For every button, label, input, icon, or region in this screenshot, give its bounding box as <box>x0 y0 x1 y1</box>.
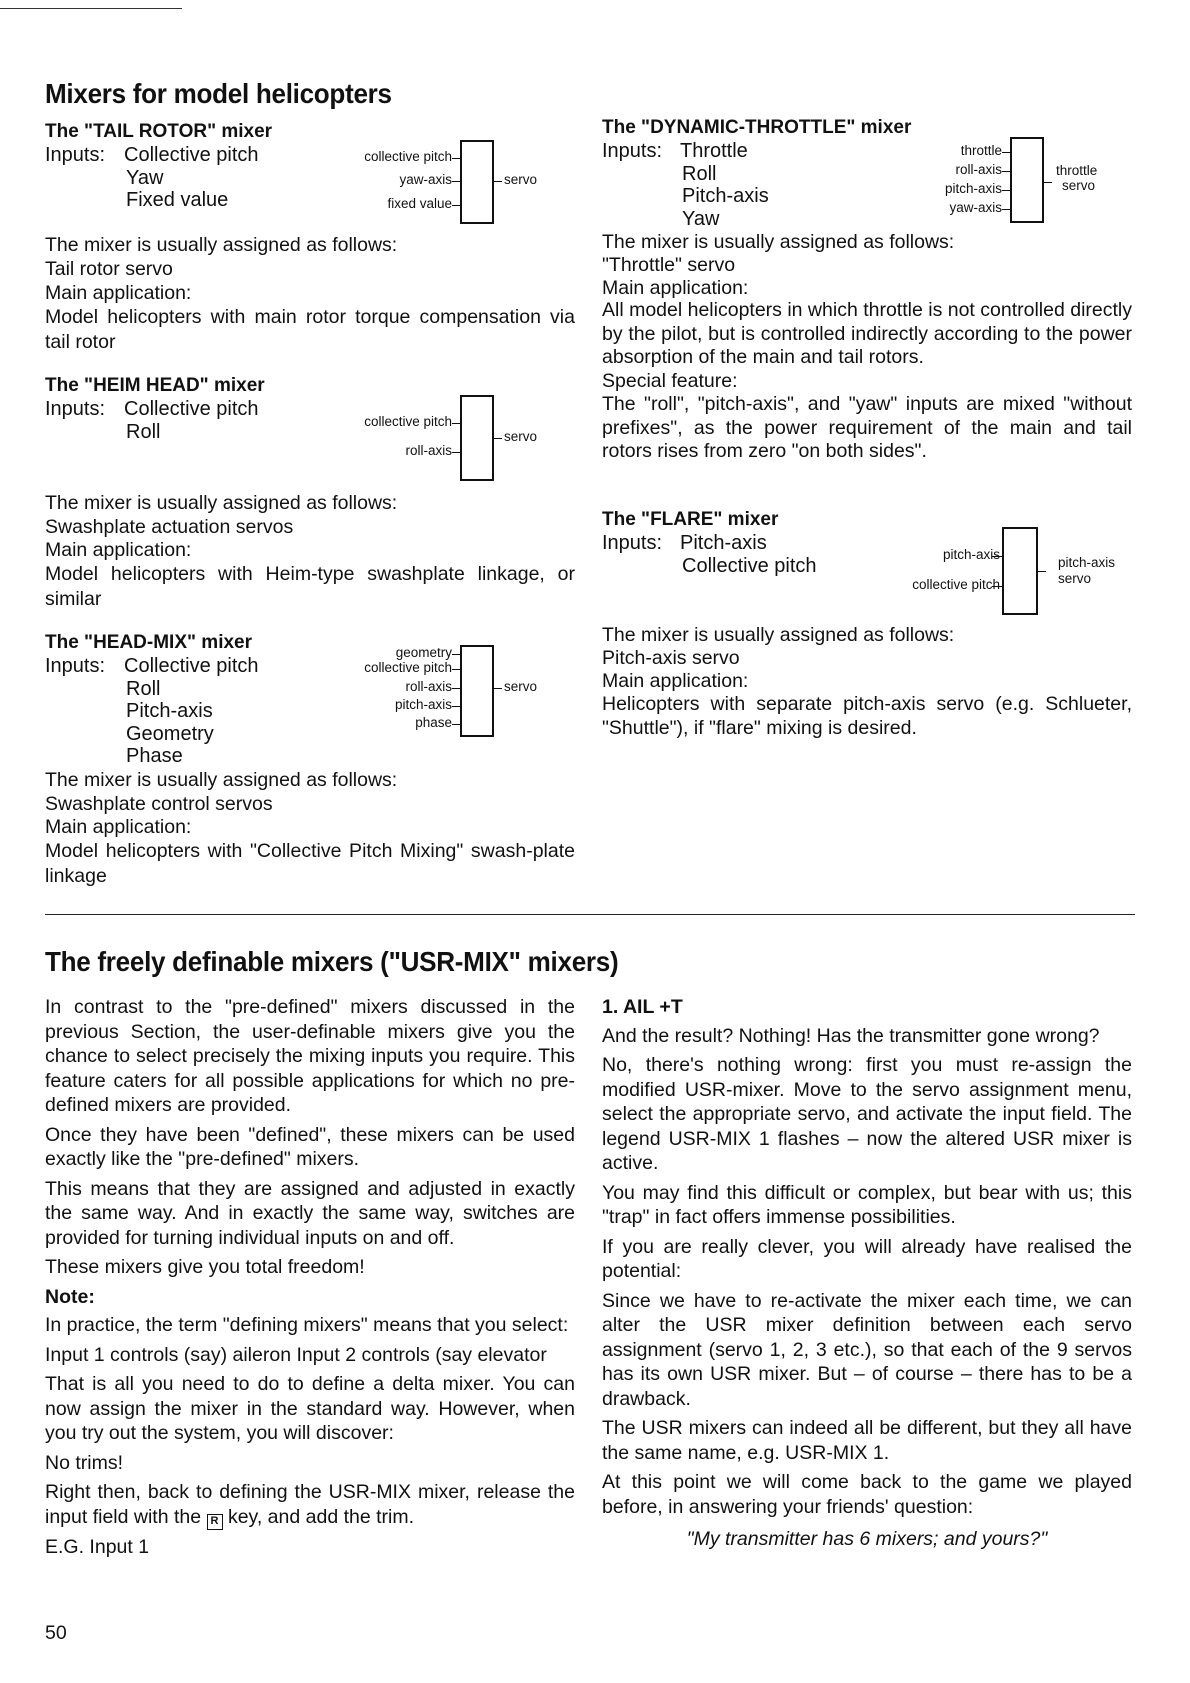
diagram-input-label: throttle <box>960 143 1002 158</box>
dynamic-throttle-title: The "DYNAMIC-THROTTLE" mixer <box>602 117 912 138</box>
input-item: Pitch-axis <box>682 185 769 207</box>
dynamic-throttle-inputs <box>680 140 769 230</box>
quote: "My transmitter has 6 mixers; and yours?" <box>686 1528 1048 1550</box>
paragraph-text: Right then, back to defining the USR-MIX mixer, release the input field with the <box>45 1481 575 1528</box>
diagram-output-label: pitch-axis <box>1058 555 1116 570</box>
note-label: Note: <box>45 1285 95 1308</box>
input-item: Collective pitch <box>682 554 817 577</box>
diagram-input-label: collective pitch <box>364 149 452 164</box>
tail-rotor-inputs <box>124 144 259 212</box>
dynamic-throttle-diagram <box>860 137 1160 227</box>
paragraph: You may find this difficult or complex, but bear with us; this "trap" in fact offers immense possibilities. <box>602 1181 1132 1228</box>
top-rule <box>0 8 182 9</box>
paragraph: If you are really clever, you will already have realised the potential: <box>602 1235 1132 1282</box>
paragraph: Once they have been "defined", these mixers can be used exactly like the "pre-defined" mixers. <box>45 1123 575 1170</box>
input-tick <box>1002 190 1010 191</box>
input-tick <box>1002 152 1010 153</box>
input-tick <box>452 706 460 707</box>
input-item: Collective pitch <box>124 655 259 677</box>
input-item: Roll <box>126 420 161 443</box>
input-item: Yaw <box>126 166 164 189</box>
input-item: Throttle <box>680 140 748 162</box>
output-tick <box>494 688 502 689</box>
mixer-box <box>460 645 494 737</box>
flare-title: The "FLARE" mixer <box>602 509 779 530</box>
paragraph: The USR mixers can indeed all be different, but they all have the same name, e.g. USR-MIX 1. <box>602 1417 1132 1464</box>
paragraph: And the result? Nothing! Has the transmitter gone wrong? <box>602 1024 1100 1047</box>
diagram-output-label: throttle <box>1056 163 1098 178</box>
paragraph-with-key <box>45 1480 575 1530</box>
diagram-input-label: yaw-axis <box>399 172 452 187</box>
diagram-input-label: roll-axis <box>955 162 1002 177</box>
input-tick <box>452 669 460 670</box>
flare-main-app-label: Main application: <box>602 670 749 692</box>
paragraph-text: key, and add the trim. <box>227 1505 415 1528</box>
tail-rotor-assigned-intro: The mixer is usually assigned as follows: <box>45 234 398 256</box>
section-heading: The freely definable mixers ("USR-MIX" mixers) <box>45 946 619 977</box>
dynamic-throttle-main-app-label: Main application: <box>602 277 749 299</box>
input-tick <box>452 452 460 453</box>
mixer-box <box>460 140 494 224</box>
paragraph: These mixers give you total freedom! <box>45 1256 365 1278</box>
input-item: Yaw <box>682 207 720 230</box>
flare-diagram <box>860 527 1160 617</box>
input-tick <box>992 556 1002 557</box>
diagram-input-label: yaw-axis <box>949 200 1002 215</box>
input-item: Roll <box>126 677 161 700</box>
diagram-input-label: collective pitch <box>364 414 452 429</box>
tail-rotor-diagram <box>300 140 570 225</box>
dynamic-throttle-assigned-intro: The mixer is usually assigned as follows: <box>602 231 955 253</box>
input-tick <box>452 158 460 159</box>
paragraph: No trims! <box>45 1451 123 1474</box>
tail-rotor-title: The "TAIL ROTOR" mixer <box>45 121 273 142</box>
usr-mix-right-column <box>602 995 1132 1557</box>
input-item: Collective pitch <box>124 144 259 166</box>
diagram-input-label: collective pitch <box>912 577 1000 592</box>
diagram-output-label: servo <box>504 172 538 187</box>
output-tick <box>1044 182 1052 183</box>
tail-rotor-main-app-label: Main application: <box>45 282 192 304</box>
tail-rotor-inputs-label: Inputs: <box>45 144 106 166</box>
output-tick <box>494 438 502 439</box>
head-mix-assigned-to: Swashplate control servos <box>45 793 273 815</box>
dynamic-throttle-special: The "roll", "pitch-axis", and "yaw" inputs are mixed "without prefixes", as the power requirement of the main and tail rotors rises from zero "on both sides". <box>602 393 1132 462</box>
flare-application: Helicopters with separate pitch-axis servo (e.g. Schlueter, "Shuttle"), if "flare" mixing is desired. <box>602 693 1132 739</box>
diagram-input-label: fixed value <box>387 196 452 211</box>
input-tick <box>452 423 460 424</box>
input-item: Pitch-axis <box>126 700 213 722</box>
paragraph: At this point we will come back to the game we played before, in answering your friends' question: <box>602 1471 1132 1518</box>
diagram-output-label: servo <box>504 429 538 444</box>
head-mix-main-app-label: Main application: <box>45 816 192 838</box>
paragraph: That is all you need to do to define a delta mixer. You can now assign the mixer in the standard way. However, when you try out the system, you will discover: <box>45 1373 575 1444</box>
input-item: Phase <box>126 745 183 767</box>
dynamic-throttle-assigned-to: "Throttle" servo <box>602 254 736 276</box>
tail-rotor-assigned-to: Tail rotor servo <box>45 258 173 280</box>
usr-mix-left-column <box>45 995 575 1564</box>
input-tick <box>452 724 460 725</box>
paragraph: In practice, the term "defining mixers" means that you select: <box>45 1314 569 1336</box>
paragraph: This means that they are assigned and adjusted in exactly the same way. And in exactly the same way, switches are provided for turning individual inputs on and off. <box>45 1177 575 1249</box>
heim-head-inputs <box>124 398 259 443</box>
heim-head-application: Model helicopters with Heim-type swashplate linkage, or similar <box>45 563 575 610</box>
output-tick <box>494 181 502 182</box>
diagram-input-label: phase <box>415 715 452 730</box>
heim-head-assigned-intro: The mixer is usually assigned as follows: <box>45 492 398 514</box>
tail-rotor-application: Model helicopters with main rotor torque compensation via tail rotor <box>45 306 575 353</box>
flare-inputs-label: Inputs: <box>602 532 663 554</box>
page-number: 50 <box>45 1622 67 1644</box>
paragraph: Since we have to re-activate the mixer each time, we can alter the USR mixer definition between each servo assignment (servo 1, 2, 3 etc.), so that each of the 9 servos has its own USR mixer. But – of course – there has to be a drawback. <box>602 1289 1132 1410</box>
input-tick <box>452 181 460 182</box>
input-item: Roll <box>682 162 717 185</box>
input-tick <box>452 654 460 655</box>
diagram-input-label: pitch-axis <box>944 181 1002 196</box>
dynamic-throttle-inputs-label: Inputs: <box>602 140 663 162</box>
input-tick <box>1002 171 1010 172</box>
input-item: Pitch-axis <box>680 532 767 554</box>
output-tick <box>1038 571 1046 572</box>
heim-head-main-app-label: Main application: <box>45 539 192 561</box>
input-tick <box>452 205 460 206</box>
mixer-box <box>460 395 494 481</box>
page-heading: Mixers for model helicopters <box>45 78 392 109</box>
diagram-output-label: servo <box>1062 178 1096 193</box>
paragraph: No, there's nothing wrong: first you must re-assign the modified USR-mixer. Move to the servo assignment menu, select the appropriate servo, and activate the input field. The legend USR-MIX 1 flashes – now the altered USR mixer is active. <box>602 1054 1132 1174</box>
input-tick <box>1002 209 1010 210</box>
diagram-input-label: roll-axis <box>405 443 452 458</box>
diagram-output-label: servo <box>504 679 538 694</box>
heim-head-diagram <box>300 395 570 485</box>
head-mix-inputs-label: Inputs: <box>45 655 106 677</box>
head-mix-title: The "HEAD-MIX" mixer <box>45 632 252 653</box>
section-divider <box>45 914 1135 915</box>
diagram-input-label: pitch-axis <box>942 547 1000 562</box>
paragraph: E.G. Input 1 <box>45 1535 150 1558</box>
dynamic-throttle-special-label: Special feature: <box>602 370 738 392</box>
input-item: Collective pitch <box>124 398 259 420</box>
heim-head-title: The "HEIM HEAD" mixer <box>45 375 265 396</box>
mixer-box <box>1010 137 1044 223</box>
input-item: Geometry <box>126 722 214 745</box>
diagram-input-label: geometry <box>395 645 452 660</box>
input-tick <box>992 586 1002 587</box>
head-mix-diagram <box>300 645 570 737</box>
paragraph: Input 1 controls (say) aileron Input 2 controls (say elevator <box>45 1343 547 1366</box>
list-item-heading: 1. AIL +T <box>602 996 683 1018</box>
diagram-output-label: servo <box>1058 571 1092 586</box>
head-mix-application: Model helicopters with "Collective Pitch Mixing" swash-plate linkage <box>45 840 575 887</box>
flare-inputs <box>680 532 817 577</box>
flare-assigned-intro: The mixer is usually assigned as follows: <box>602 624 955 646</box>
input-tick <box>452 688 460 689</box>
heim-head-inputs-label: Inputs: <box>45 398 106 420</box>
flare-assigned-to: Pitch-axis servo <box>602 647 740 669</box>
paragraph: In contrast to the "pre-defined" mixers discussed in the previous Section, the user-definable mixers give you the chance to select precisely the mixing inputs you require. This feature caters for all possible applications for which no pre-defined mixers are provided. <box>45 996 575 1116</box>
dynamic-throttle-application: All model helicopters in which throttle is not controlled directly by the pilot, but is controlled indirectly according to the power absorption of the main and tail rotors. <box>602 299 1132 368</box>
heim-head-assigned-to: Swashplate actuation servos <box>45 516 294 538</box>
diagram-input-label: pitch-axis <box>394 697 452 712</box>
head-mix-inputs <box>124 655 259 768</box>
mixer-box <box>1002 527 1038 615</box>
input-item: Fixed value <box>126 189 229 211</box>
diagram-input-label: roll-axis <box>405 679 452 694</box>
head-mix-assigned-intro: The mixer is usually assigned as follows: <box>45 769 398 791</box>
diagram-input-label: collective pitch <box>364 660 452 675</box>
r-key-icon: R <box>207 1514 223 1530</box>
